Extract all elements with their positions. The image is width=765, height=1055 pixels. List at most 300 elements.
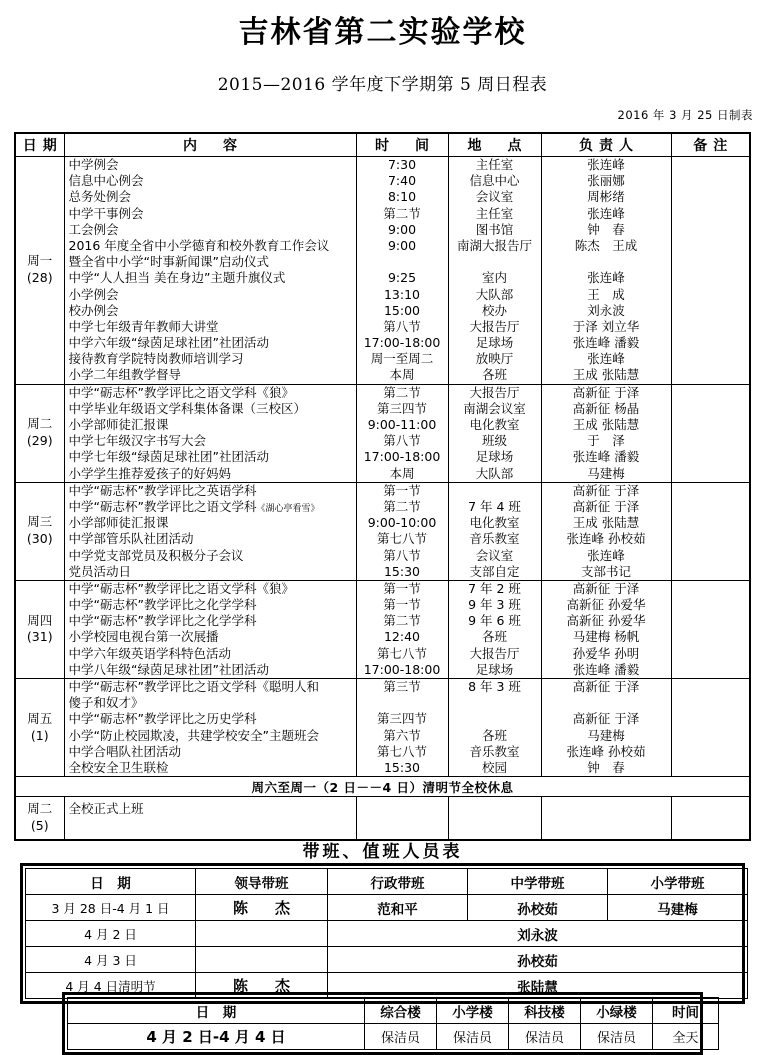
schedule-cell-line: 孙爱华 孙明: [572, 645, 640, 661]
duty-leader: [196, 921, 328, 947]
schedule-cell-line: 中学七年级汉字书写大会: [68, 433, 207, 449]
duty-column-header-admin: 行政带班: [328, 869, 468, 895]
schedule-cell-line: [672, 466, 750, 482]
schedule-cell-place: [448, 580, 541, 678]
schedule-cell-line: [672, 417, 750, 433]
schedule-cell-line: [672, 662, 750, 678]
schedule-cell-line: 8 年 3 班: [468, 679, 521, 694]
duty-leader: 陈 杰: [196, 973, 328, 999]
schedule-cell-line: 7 年 4 班: [468, 498, 521, 514]
schedule-cell-line: 第一节: [383, 597, 421, 613]
schedule-cell-line: 高新征 于泽: [572, 498, 640, 514]
day-name: 周一: [27, 253, 53, 269]
schedule-cell-line: 中学“砺志杯”教学评比之语文学科《狼》: [68, 384, 294, 400]
cleaning-table-container: [62, 992, 703, 1055]
cleaning-column-header-time: 时间: [653, 998, 719, 1024]
schedule-cell-line: 各班: [481, 367, 507, 383]
schedule-cell-line: 足球场: [475, 449, 514, 465]
schedule-cell-owner: [541, 580, 671, 678]
cleaning-tech-building: 保洁员: [509, 1024, 581, 1050]
day-name: 周四: [27, 612, 53, 628]
schedule-cell-line: 音乐教室: [469, 531, 520, 547]
schedule-cell-line: 张连峰: [587, 547, 625, 563]
schedule-cell-line: 接待教育学院特岗教师培训学习: [68, 351, 244, 367]
schedule-cell-line: 中学七年级青年教师大讲堂: [68, 318, 219, 334]
schedule-day-label: [15, 482, 64, 580]
schedule-cell-line: 校办: [481, 302, 507, 318]
day-name: 周三: [27, 514, 53, 530]
day-date: (5): [30, 818, 49, 834]
schedule-cell-line: 中学毕业年级语文学科集体备课（三校区）: [68, 400, 307, 416]
schedule-cell-line: 第七八节: [376, 645, 427, 661]
duty-date: 3 月 28 日-4 月 1 日: [26, 895, 196, 921]
column-header-place: 地 点: [448, 133, 541, 157]
schedule-cell-line: [672, 548, 750, 564]
schedule-cell-time: [356, 580, 448, 678]
cleaning-table-head: [68, 998, 719, 1024]
schedule-cell-line: 高新征 于泽: [572, 580, 640, 596]
schedule-cell-line: 小学部师徒汇报课: [68, 417, 169, 432]
duty-column-header-date: 日 期: [26, 869, 196, 895]
schedule-cell-line: 8:10: [387, 189, 417, 205]
schedule-cell-line: 第七八节: [376, 743, 427, 759]
duty-primary-school: 马建梅: [608, 895, 748, 921]
schedule-cell-place: [448, 797, 541, 841]
page-subtitle: 2015—2016 学年度下学期第 5 周日程表: [217, 74, 548, 95]
schedule-cell-line: [672, 270, 750, 286]
duty-date: 4 月 2 日: [26, 921, 196, 947]
schedule-cell-line: [672, 679, 750, 695]
schedule-cell-line: [449, 254, 541, 270]
schedule-cell-time: [356, 482, 448, 580]
schedule-cell-content: [64, 679, 356, 777]
schedule-cell-note: [671, 157, 750, 385]
schedule-cell-line: 主任室: [475, 157, 514, 172]
schedule-cell-line: 中学“砺志杯”教学评比之语文学科《聪明人和: [68, 679, 319, 694]
schedule-cell-line: [672, 157, 750, 173]
schedule-cell-line: 足球场: [475, 661, 514, 677]
schedule-cell-line: 本周: [389, 367, 415, 383]
schedule-cell-line: 中学六年级英语学科特色活动: [68, 645, 232, 661]
schedule-cell-line: 中学“砺志杯”教学评比之历史学科: [68, 711, 257, 727]
duty-leader: [196, 947, 328, 973]
cleaning-column-header-comprehensive-building: 综合楼: [365, 998, 437, 1024]
schedule-cell-line: [672, 319, 750, 335]
schedule-day-label: [15, 157, 64, 385]
schedule-cell-line: 13:10: [383, 286, 421, 302]
schedule-cell-line: 周一至周二: [370, 351, 434, 367]
schedule-cell-line: 电化教室: [469, 515, 520, 531]
schedule-cell-line: 高新征 于泽: [572, 482, 640, 498]
inline-book-title: 《湖心亭看雪》: [256, 503, 320, 514]
schedule-cell-line: 第六节: [383, 727, 421, 743]
duty-header-row: [26, 869, 748, 895]
schedule-cell-line: 班级: [481, 433, 507, 449]
schedule-cell-line: [672, 564, 750, 580]
schedule-cell-line: 张连峰 孙校茹: [566, 743, 646, 759]
schedule-cell-line: 高新征 于泽: [572, 384, 640, 400]
schedule-cell-line: 高新征 杨晶: [572, 400, 640, 416]
cleaning-column-header-date: 日 期: [68, 998, 365, 1024]
schedule-cell-line: [357, 695, 448, 711]
schedule-cell-place: [448, 482, 541, 580]
schedule-cell-line: 中学六年级“绿茵足球社团”社团活动: [68, 335, 269, 351]
holiday-notice-row: [15, 777, 750, 797]
schedule-cell-line: [672, 367, 750, 383]
schedule-cell-line: [672, 760, 750, 776]
schedule-cell-line: 张连峰: [587, 351, 625, 367]
schedule-cell-line: 高新征 孙爱华: [566, 613, 646, 629]
schedule-cell-line: 17:00-18:00: [363, 449, 441, 465]
schedule-cell-line: 张连峰 潘毅: [572, 449, 640, 465]
schedule-cell-line: 7:40: [387, 173, 417, 189]
duty-table-row: [26, 921, 748, 947]
schedule-cell-line: [672, 433, 750, 449]
schedule-cell-line: 南湖大报告厅: [456, 237, 532, 253]
schedule-cell-line: 小学“防止校园欺凌，共建学校安全”主题班会: [68, 727, 319, 743]
schedule-cell-line: 第一节: [383, 482, 421, 498]
schedule-table-head: [15, 133, 750, 157]
schedule-cell-line: [357, 254, 448, 270]
schedule-cell-line: 9:00-10:00: [367, 515, 437, 531]
schedule-cell-line: 中学党支部党员及积极分子会议: [68, 547, 244, 563]
schedule-cell-owner: [541, 384, 671, 482]
schedule-cell-line: 9:00-11:00: [367, 417, 437, 432]
schedule-cell-line: 马建梅: [587, 727, 625, 743]
schedule-cell-line: 中学部管乐队社团活动: [68, 531, 194, 547]
schedule-cell-line: [672, 646, 750, 662]
schedule-cell-line: 高新征 于泽: [572, 711, 640, 727]
schedule-cell-line: [672, 728, 750, 744]
schedule-cell-line: 9 年 3 班: [468, 597, 521, 613]
schedule-cell-line: 第二节: [383, 613, 421, 629]
schedule-cell-line: 钟 春: [587, 221, 625, 237]
schedule-day-row: [15, 157, 750, 385]
schedule-day-row: [15, 384, 750, 482]
cleaning-table-row: [68, 1024, 719, 1050]
schedule-cell-line: 图书馆: [475, 221, 514, 237]
schedule-cell-line: 2016 年度全省中小学德育和校外教育工作会议: [68, 237, 330, 253]
duty-column-header-middle: 中学带班: [468, 869, 608, 895]
schedule-cell-line: 第二节: [383, 205, 421, 221]
schedule-cell-line: 大队部: [475, 286, 514, 302]
cleaning-time: 全天: [653, 1024, 719, 1050]
schedule-cell-line: 15:00: [383, 302, 421, 318]
schedule-cell-line: 王 成: [587, 286, 625, 302]
schedule-cell-line: 9:00: [387, 237, 417, 253]
schedule-cell-line: 放映厅: [475, 351, 514, 367]
schedule-cell-line: 足球场: [475, 335, 514, 351]
column-header-note: 备注: [671, 133, 750, 157]
schedule-cell-line: 会议室: [475, 189, 514, 205]
schedule-cell-line: 中学合唱队社团活动: [68, 743, 182, 759]
schedule-cell-line: [672, 287, 750, 303]
schedule-cell-line: [672, 173, 750, 189]
schedule-cell-line: 第三四节: [376, 400, 427, 416]
schedule-cell-line: 总务处例会: [68, 189, 132, 205]
schedule-cell-line: 会议室: [475, 547, 514, 563]
schedule-cell-line: 中学干事例会: [68, 205, 144, 221]
schedule-cell-line: 高新征 孙爱华: [566, 597, 646, 613]
duty-date: 4 月 4 日清明节: [26, 973, 196, 999]
schedule-cell-owner: [541, 482, 671, 580]
day-date: (28): [26, 270, 53, 286]
schedule-cell-place: [448, 384, 541, 482]
schedule-table-container: [14, 132, 751, 841]
schedule-cell-line: [672, 206, 750, 222]
schedule-cell-line: 中学“砺志杯”教学评比之语文学科《狼》: [68, 580, 294, 596]
schedule-cell-place: [448, 157, 541, 385]
schedule-cell-line: [449, 711, 541, 727]
schedule-cell-line: [672, 744, 750, 760]
schedule-cell-line: [449, 483, 541, 499]
schedule-cell-line: 电化教室: [469, 417, 520, 432]
schedule-cell-line: 刘永波: [587, 302, 625, 318]
schedule-cell-line: 王成 张陆慧: [572, 417, 640, 432]
cleaning-table-body: [68, 1024, 719, 1050]
cleaning-comprehensive-building: 保洁员: [365, 1024, 437, 1050]
schedule-cell-line: 中学“人人担当 美在身边”主题升旗仪式: [68, 270, 286, 286]
schedule-cell-line: [672, 222, 750, 238]
duty-date: 4 月 3 日: [26, 947, 196, 973]
page-title: 吉林省第二实验学校: [238, 15, 527, 50]
schedule-cell-line: 7 年 2 班: [468, 580, 521, 596]
schedule-cell-line: 15:30: [383, 563, 421, 579]
schedule-cell-line: 第一节: [383, 580, 421, 596]
schedule-day-label: [15, 384, 64, 482]
schedule-cell-line: [672, 335, 750, 351]
schedule-cell-content: [64, 384, 356, 482]
schedule-cell-line: 第八节: [383, 318, 421, 334]
schedule-cell-time: [356, 679, 448, 777]
schedule-cell-line: 第三节: [383, 679, 421, 694]
cleaning-schedule-table: [67, 997, 719, 1050]
schedule-cell-line: 音乐教室: [469, 743, 520, 759]
schedule-cell-line: 张丽娜: [587, 173, 625, 189]
schedule-cell-line: 12:40: [383, 629, 421, 645]
schedule-cell-line: [672, 238, 750, 254]
schedule-cell-line: 17:00-18:00: [363, 661, 441, 677]
duty-roster-table: [25, 868, 748, 999]
schedule-cell-line: 小学校园电视台第一次展播: [68, 629, 219, 645]
schedule-cell-line: 中学例会: [68, 157, 119, 172]
schedule-cell-line: 信息中心例会: [68, 173, 144, 189]
schedule-cell-note: [671, 482, 750, 580]
duty-merged-name: 孙校茹: [328, 947, 748, 973]
column-header-content: 内 容: [64, 133, 356, 157]
duty-table-row: [26, 895, 748, 921]
day-name: 周五: [27, 710, 53, 726]
schedule-cell-line: 室内: [481, 270, 507, 286]
schedule-cell-line: 各班: [481, 629, 507, 645]
schedule-cell-line: [542, 695, 671, 711]
schedule-cell-line: [672, 303, 750, 319]
schedule-cell-line: [672, 499, 750, 515]
duty-merged-name: 刘永波: [328, 921, 748, 947]
schedule-cell-line: 周彬绪: [587, 189, 625, 205]
schedule-cell-line: 暨全省中小学“时事新闻课”启动仪式: [68, 254, 269, 270]
schedule-cell-line: 校园: [481, 759, 507, 775]
schedule-cell-line: 本周: [389, 465, 415, 481]
schedule-cell-line: 9 年 6 班: [468, 613, 521, 629]
schedule-cell-content: 全校正式上班: [64, 797, 356, 841]
schedule-cell-line: 张连峰: [587, 205, 625, 221]
schedule-cell-line: 第八节: [383, 433, 421, 449]
duty-admin: 范和平: [328, 895, 468, 921]
schedule-cell-note: [671, 679, 750, 777]
schedule-cell-line: 全校安全卫生联检: [68, 759, 169, 775]
schedule-cell-line: 小学学生推荐爱孩子的好妈妈: [68, 465, 232, 481]
schedule-cell-note: [671, 384, 750, 482]
schedule-cell-owner: [541, 797, 671, 841]
duty-table-container: [20, 863, 745, 1004]
day-name: 周二: [27, 801, 53, 817]
schedule-cell-line: 张连峰 孙校茹: [566, 531, 646, 547]
schedule-cell-line: 马建梅: [587, 465, 625, 481]
schedule-cell-line: 中学八年级“绿茵足球社团”社团活动: [68, 661, 269, 677]
schedule-cell-time: [356, 797, 448, 841]
schedule-cell-line: [672, 531, 750, 547]
schedule-cell-line: [542, 254, 671, 270]
schedule-cell-line: 中学“砺志杯”教学评比之语文学科《湖心亭看雪》: [68, 498, 320, 514]
schedule-cell-line: 第二节: [383, 498, 421, 514]
schedule-cell-line: 中学“砺志杯”教学评比之化学学科: [68, 613, 257, 629]
schedule-day-label: [15, 679, 64, 777]
weekly-schedule-table: [14, 132, 751, 841]
schedule-cell-time: [356, 157, 448, 385]
schedule-cell-content: [64, 580, 356, 678]
schedule-cell-line: 大报告厅: [469, 645, 520, 661]
schedule-table-body: [15, 157, 750, 841]
schedule-cell-line: [672, 695, 750, 711]
schedule-header-row: [15, 133, 750, 157]
cleaning-column-header-green-building: 小绿楼: [581, 998, 653, 1024]
schedule-cell-line: 17:00-18:00: [363, 335, 441, 351]
schedule-cell-line: 9:00: [387, 221, 417, 237]
schedule-cell-line: 马建梅 杨帆: [572, 629, 640, 645]
schedule-cell-line: 信息中心: [469, 173, 520, 189]
duty-table-body: [26, 895, 748, 999]
duty-table-head: [26, 869, 748, 895]
column-header-owner: 负责人: [541, 133, 671, 157]
schedule-cell-note: [671, 580, 750, 678]
schedule-cell-line: [672, 449, 750, 465]
schedule-cell-owner: [541, 157, 671, 385]
schedule-cell-line: [672, 629, 750, 645]
schedule-cell-line: 15:30: [383, 759, 421, 775]
schedule-cell-line: 主任室: [475, 205, 514, 221]
schedule-cell-place: [448, 679, 541, 777]
schedule-day-label: [15, 797, 64, 841]
duty-middle-school: 孙校茹: [468, 895, 608, 921]
schedule-day-row: [15, 482, 750, 580]
schedule-cell-line: 小学部师徒汇报课: [68, 515, 169, 531]
schedule-day-row: [15, 679, 750, 777]
schedule-cell-line: [672, 515, 750, 531]
schedule-cell-time: [356, 384, 448, 482]
duty-column-header-primary: 小学带班: [608, 869, 748, 895]
schedule-cell-line: 小学二年组教学督导: [68, 367, 182, 383]
schedule-cell-line: [672, 483, 750, 499]
schedule-cell-line: [672, 597, 750, 613]
schedule-cell-line: [672, 351, 750, 367]
schedule-day-row: [15, 580, 750, 678]
document-byline: 2016 年 3 月 25 日制表: [617, 107, 753, 122]
schedule-final-day-row: [15, 797, 750, 841]
schedule-cell-line: 第七八节: [376, 531, 427, 547]
schedule-cell-line: [672, 711, 750, 727]
cleaning-primary-building: 保洁员: [437, 1024, 509, 1050]
schedule-cell-line: 王成 张陆慧: [572, 367, 640, 383]
schedule-cell-line: 南湖会议室: [463, 400, 526, 416]
schedule-cell-line: 张连峰: [587, 270, 625, 286]
cleaning-date: 4 月 2 日-4 月 4 日: [68, 1024, 365, 1050]
schedule-cell-line: 大队部: [475, 465, 514, 481]
schedule-cell-line: [672, 581, 750, 597]
schedule-cell-line: 大报告厅: [469, 384, 520, 400]
schedule-cell-line: 高新征 于泽: [572, 679, 640, 694]
duty-merged-name: 张陆慧: [328, 973, 748, 999]
schedule-cell-line: 第二节: [383, 384, 421, 400]
schedule-cell-line: 张连峰 潘毅: [572, 335, 640, 351]
schedule-cell-owner: [541, 679, 671, 777]
schedule-cell-line: 大报告厅: [469, 318, 520, 334]
schedule-cell-line: 第八节: [383, 547, 421, 563]
schedule-cell-line: 各班: [481, 727, 507, 743]
day-date: (31): [26, 629, 53, 645]
column-header-date: 日期: [15, 133, 64, 157]
schedule-cell-line: 小学例会: [68, 286, 119, 302]
duty-table-row: [26, 947, 748, 973]
day-date: (1): [30, 727, 49, 743]
duty-leader: 陈 杰: [196, 895, 328, 921]
schedule-cell-line: 7:30: [387, 157, 417, 172]
schedule-cell-line: 于 泽: [587, 433, 625, 449]
schedule-cell-content: [64, 482, 356, 580]
schedule-cell-line: [672, 254, 750, 270]
schedule-cell-content: [64, 157, 356, 385]
schedule-cell-line: 校办例会: [68, 302, 119, 318]
schedule-cell-line: 党员活动日: [68, 563, 132, 579]
schedule-cell-line: 傻子和奴才》: [68, 695, 144, 711]
schedule-cell-line: 陈杰 王成: [574, 237, 638, 253]
day-date: (29): [26, 433, 53, 449]
schedule-cell-line: 于泽 刘立华: [572, 318, 640, 334]
duty-section-title: 带班、值班人员表: [302, 842, 463, 862]
schedule-cell-line: 支部自定: [469, 563, 520, 579]
schedule-cell-line: 张连峰 潘毅: [572, 661, 640, 677]
schedule-cell-line: 支部书记: [580, 563, 631, 579]
schedule-cell-line: [672, 613, 750, 629]
schedule-day-label: [15, 580, 64, 678]
day-name: 周二: [27, 416, 53, 432]
duty-column-header-leader: 领导带班: [196, 869, 328, 895]
schedule-cell-line: [672, 385, 750, 401]
schedule-cell-line: 9:25: [387, 270, 417, 286]
schedule-cell-line: 王成 张陆慧: [572, 515, 640, 531]
column-header-time: 时 间: [356, 133, 448, 157]
schedule-cell-note: [671, 797, 750, 841]
schedule-cell-line: [449, 695, 541, 711]
cleaning-green-building: 保洁员: [581, 1024, 653, 1050]
holiday-notice-text: 周六至周一（2 日－－4 日）清明节全校休息: [15, 777, 750, 797]
schedule-cell-line: 钟 春: [587, 759, 625, 775]
cleaning-column-header-tech-building: 科技楼: [509, 998, 581, 1024]
day-date: (30): [26, 531, 53, 547]
schedule-cell-line: 张连峰: [587, 157, 625, 172]
cleaning-column-header-primary-building: 小学楼: [437, 998, 509, 1024]
schedule-cell-line: [672, 401, 750, 417]
